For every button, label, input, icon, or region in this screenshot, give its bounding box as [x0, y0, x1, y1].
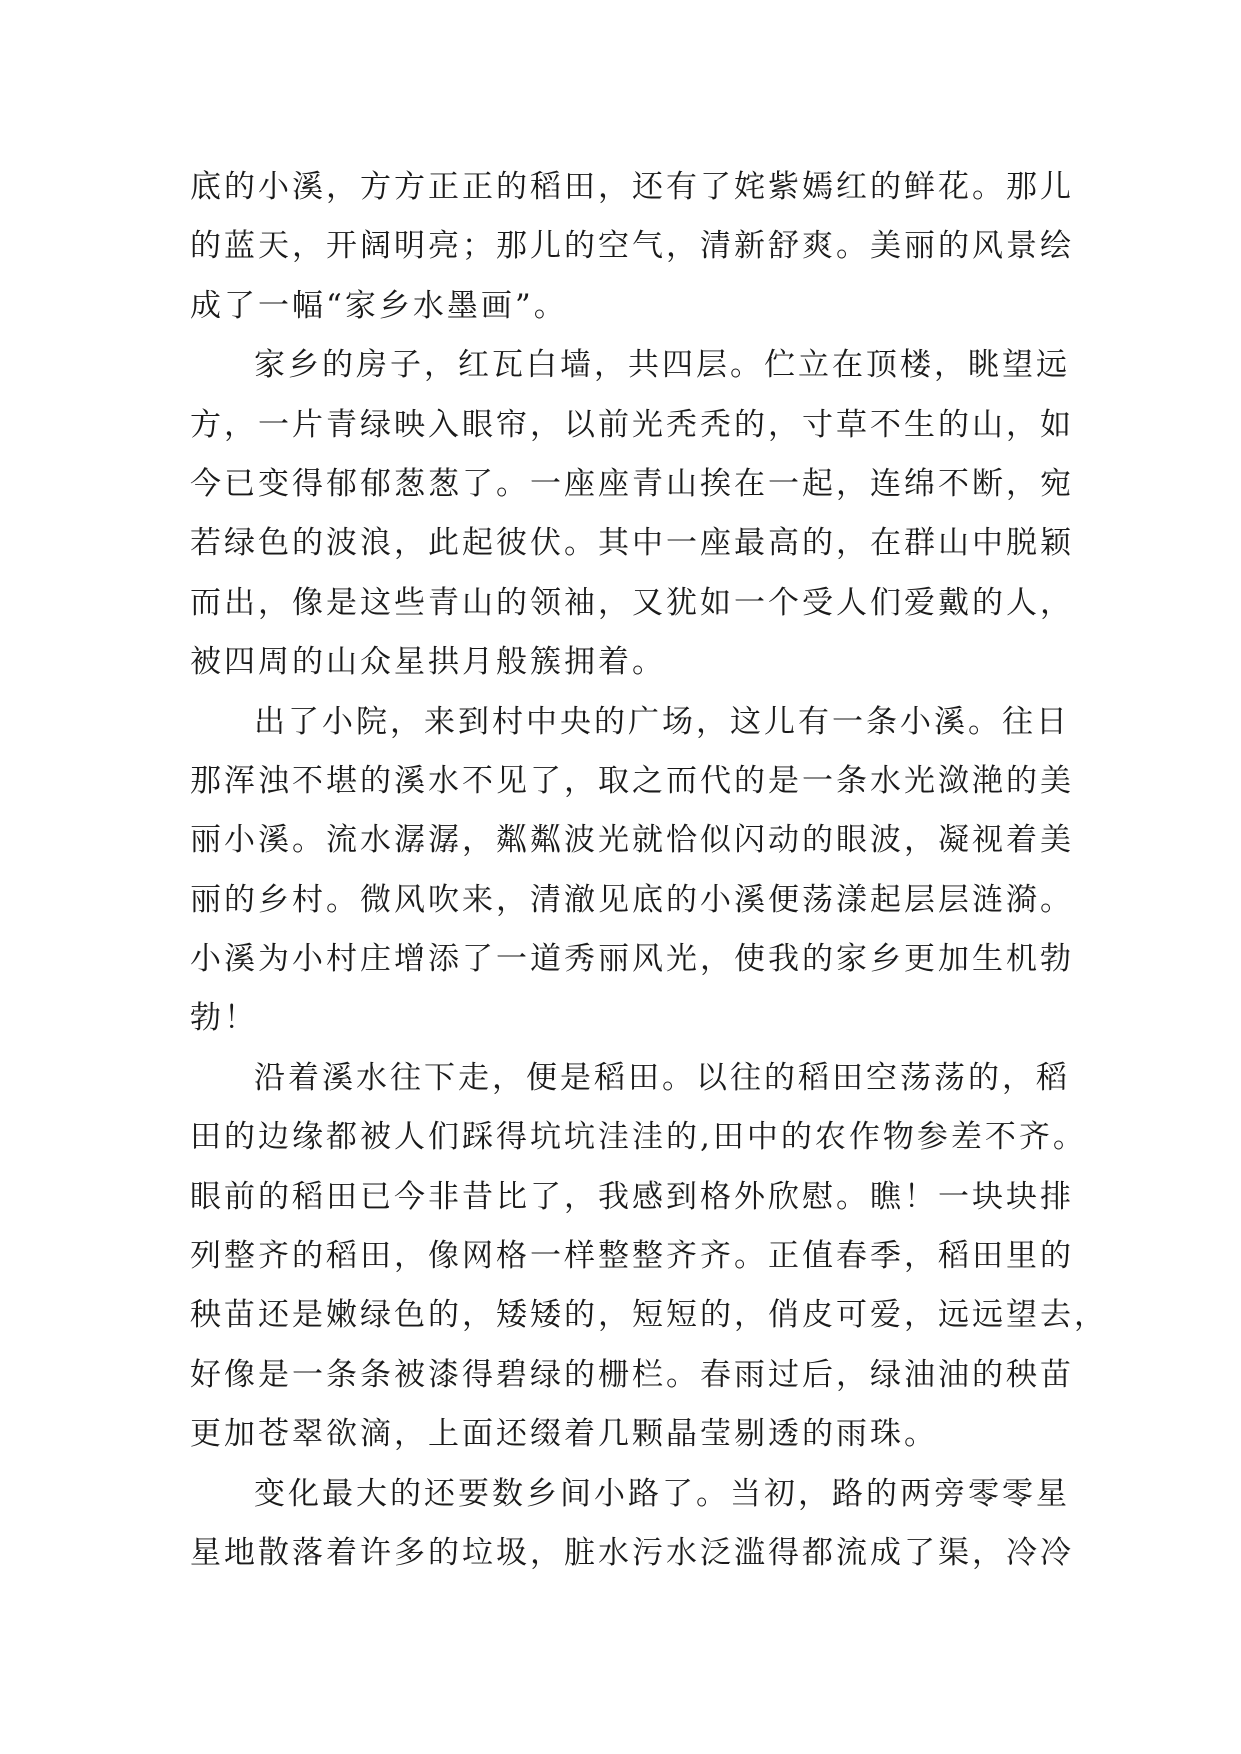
text-line: 底的小溪，方方正正的稻田，还有了姹紫嫣红的鲜花。那儿 — [190, 169, 1074, 205]
text-line: 星地散落着许多的垃圾，脏水污水泛滥得都流成了渠，冷冷 — [190, 1534, 1074, 1571]
text-line: 成了一幅“家乡水墨画”。 — [190, 287, 568, 324]
text-line: 今已变得郁郁葱葱了。一座座青山挨在一起，连绵不断，宛 — [190, 465, 1074, 502]
paragraph-first-line: 出了小院，来到村中央的广场，这儿有一条小溪。往日 — [254, 703, 1070, 740]
paragraph-first-line: 家乡的房子，红瓦白墙，共四层。伫立在顶楼，眺望远 — [254, 347, 1070, 384]
text-line: 更加苍翠欲滴，上面还缀着几颗晶莹剔透的雨珠。 — [190, 1416, 938, 1453]
text-line: 那浑浊不堪的溪水不见了，取之而代的是一条水光潋滟的美 — [190, 762, 1074, 799]
text-line: 田的边缘都被人们踩得坑坑洼洼的,田中的农作物参差不齐。 — [190, 1119, 1087, 1156]
text-line: 秧苗还是嫩绿色的，矮矮的，短短的，俏皮可爱，远远望去， — [190, 1297, 1108, 1334]
text-line: 若绿色的波浪，此起彼伏。其中一座最高的，在群山中脱颖 — [190, 525, 1074, 562]
text-line: 列整齐的稻田，像网格一样整整齐齐。正值春季，稻田里的 — [190, 1238, 1074, 1275]
text-line: 丽小溪。流水潺潺，粼粼波光就恰似闪动的眼波，凝视着美 — [190, 822, 1074, 859]
text-line: 好像是一条条被漆得碧绿的栅栏。春雨过后，绿油油的秧苗 — [190, 1356, 1074, 1393]
text-line: 小溪为小村庄增添了一道秀丽风光，使我的家乡更加生机勃 — [190, 941, 1074, 978]
text-line: 的蓝天，开阔明亮；那儿的空气，清新舒爽。美丽的风景绘 — [190, 228, 1074, 265]
text-line: 而出，像是这些青山的领袖，又犹如一个受人们爱戴的人， — [190, 584, 1074, 621]
body-text — [190, 158, 1108, 1583]
text-line: 勃！ — [190, 1000, 258, 1037]
paragraph-first-line: 变化最大的还要数乡间小路了。当初，路的两旁零零星 — [254, 1475, 1070, 1512]
text-line: 眼前的稻田已今非昔比了，我感到格外欣慰。瞧！一块块排 — [190, 1178, 1074, 1215]
text-line: 方，一片青绿映入眼帘，以前光秃秃的，寸草不生的山，如 — [190, 406, 1074, 443]
text-line: 丽的乡村。微风吹来，清澈见底的小溪便荡漾起层层涟漪。 — [190, 881, 1074, 918]
paragraph-first-line: 沿着溪水往下走，便是稻田。以往的稻田空荡荡的，稻 — [254, 1059, 1070, 1096]
text-line: 被四周的山众星拱月般簇拥着。 — [190, 644, 666, 681]
